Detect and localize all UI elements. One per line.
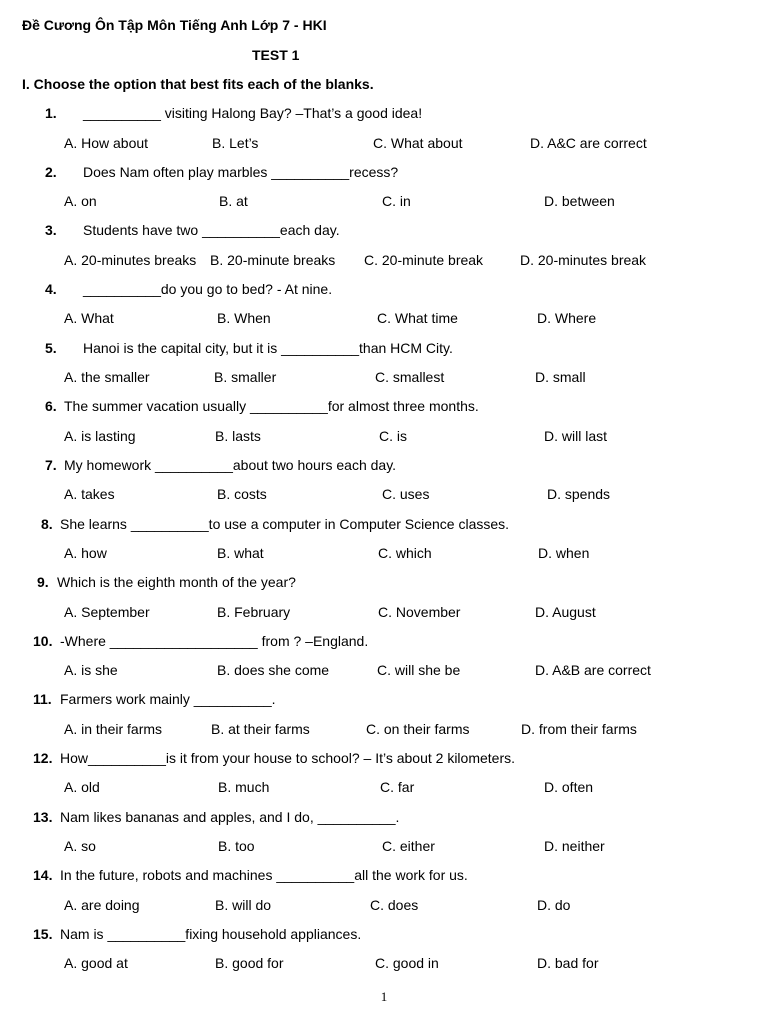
answer-option: A. is lasting: [64, 428, 136, 444]
question-text: -Where ___________________ from ? –England.: [60, 633, 369, 649]
question-number: 8.: [41, 516, 53, 532]
question-number: 5.: [45, 340, 57, 356]
answer-option: B. Let’s: [212, 135, 259, 151]
question-number: 13.: [33, 809, 53, 825]
answer-option: C. does: [370, 897, 419, 913]
answer-option: C. will she be: [377, 662, 461, 678]
question-number: 14.: [33, 867, 53, 883]
question-text: __________do you go to bed? - At nine.: [83, 281, 333, 297]
question-number: 10.: [33, 633, 53, 649]
answer-option: D. Where: [537, 310, 597, 326]
question-number: 15.: [33, 926, 53, 942]
answer-option: D. when: [538, 545, 590, 561]
document-title: Đề Cương Ôn Tập Môn Tiếng Anh Lớp 7 - HKI: [22, 17, 327, 33]
answer-option: D. often: [544, 779, 594, 795]
question-text: Students have two __________each day.: [83, 222, 340, 238]
answer-option: D. from their farms: [521, 721, 637, 737]
question-text: Hanoi is the capital city, but it is __________than HCM City.: [83, 340, 453, 356]
answer-option: C. 20-minute break: [364, 252, 484, 268]
answer-option: C. in: [382, 193, 411, 209]
question-number: 4.: [45, 281, 57, 297]
answer-option: C. What about: [373, 135, 463, 151]
answer-option: D. small: [535, 369, 586, 385]
question-text: Which is the eighth month of the year?: [57, 574, 296, 590]
answer-option: A. old: [64, 779, 100, 795]
answer-option: D. A&B are correct: [535, 662, 651, 678]
answer-option: D. do: [537, 897, 571, 913]
answer-option: C. smallest: [375, 369, 445, 385]
answer-option: C. which: [378, 545, 432, 561]
answer-option: C. good in: [375, 955, 439, 971]
question-number: 1.: [45, 105, 57, 121]
answer-option: C. on their farms: [366, 721, 470, 737]
answer-option: A. How about: [64, 135, 149, 151]
answer-option: D. spends: [547, 486, 611, 502]
answer-option: B. what: [217, 545, 264, 561]
answer-option: D. between: [544, 193, 615, 209]
test-title: TEST 1: [252, 47, 300, 63]
answer-option: B. February: [217, 604, 291, 620]
question-text: Nam likes bananas and apples, and I do, __________.: [60, 809, 400, 825]
question-text: She learns __________to use a computer in Computer Science classes.: [60, 516, 510, 532]
question-text: My homework __________about two hours each day.: [64, 457, 397, 473]
answer-option: B. too: [218, 838, 255, 854]
question-number: 2.: [45, 164, 57, 180]
answer-option: B. smaller: [214, 369, 277, 385]
answer-option: C. is: [379, 428, 407, 444]
answer-option: B. much: [218, 779, 270, 795]
answer-option: A. is she: [64, 662, 118, 678]
page-number: 1: [380, 989, 388, 1004]
answer-option: B. will do: [215, 897, 272, 913]
question-text: The summer vacation usually __________for almost three months.: [64, 398, 479, 414]
answer-option: B. lasts: [215, 428, 261, 444]
answer-option: B. at their farms: [211, 721, 310, 737]
answer-option: D. will last: [544, 428, 608, 444]
answer-option: D. bad for: [537, 955, 599, 971]
answer-option: A. takes: [64, 486, 115, 502]
answer-option: D. A&C are correct: [530, 135, 647, 151]
answer-option: A. good at: [64, 955, 128, 971]
question-number: 9.: [37, 574, 49, 590]
answer-option: A. September: [64, 604, 150, 620]
answer-option: B. 20-minute breaks: [210, 252, 336, 268]
answer-option: A. are doing: [64, 897, 140, 913]
answer-option: B. When: [217, 310, 271, 326]
answer-option: B. costs: [217, 486, 267, 502]
answer-option: C. either: [382, 838, 435, 854]
answer-option: A. in their farms: [64, 721, 163, 737]
answer-option: C. uses: [382, 486, 430, 502]
question-text: Does Nam often play marbles __________recess?: [83, 164, 399, 180]
answer-option: A. how: [64, 545, 107, 561]
answer-option: D. August: [535, 604, 596, 620]
question-number: 6.: [45, 398, 57, 414]
question-text: In the future, robots and machines __________all the work for us.: [60, 867, 468, 883]
answer-option: A. 20-minutes breaks: [64, 252, 197, 268]
answer-option: B. does she come: [217, 662, 330, 678]
answer-option: B. good for: [215, 955, 284, 971]
question-number: 11.: [33, 691, 52, 707]
answer-option: C. November: [378, 604, 461, 620]
question-number: 7.: [45, 457, 57, 473]
answer-option: D. neither: [544, 838, 605, 854]
question-text: Nam is __________fixing household appliances.: [60, 926, 362, 942]
answer-option: D. 20-minutes break: [520, 252, 647, 268]
answer-option: C. What time: [377, 310, 458, 326]
question-number: 12.: [33, 750, 53, 766]
answer-option: B. at: [219, 193, 248, 209]
answer-option: A. on: [64, 193, 97, 209]
answer-option: A. What: [64, 310, 114, 326]
question-number: 3.: [45, 222, 57, 238]
question-text: __________ visiting Halong Bay? –That’s a good idea!: [83, 105, 423, 121]
section-title: I. Choose the option that best fits each of the blanks.: [22, 76, 374, 92]
question-text: Farmers work mainly __________.: [60, 691, 276, 707]
answer-option: A. the smaller: [64, 369, 150, 385]
answer-option: C. far: [380, 779, 415, 795]
answer-option: A. so: [64, 838, 96, 854]
question-text: How__________is it from your house to school? – It’s about 2 kilometers.: [60, 750, 515, 766]
